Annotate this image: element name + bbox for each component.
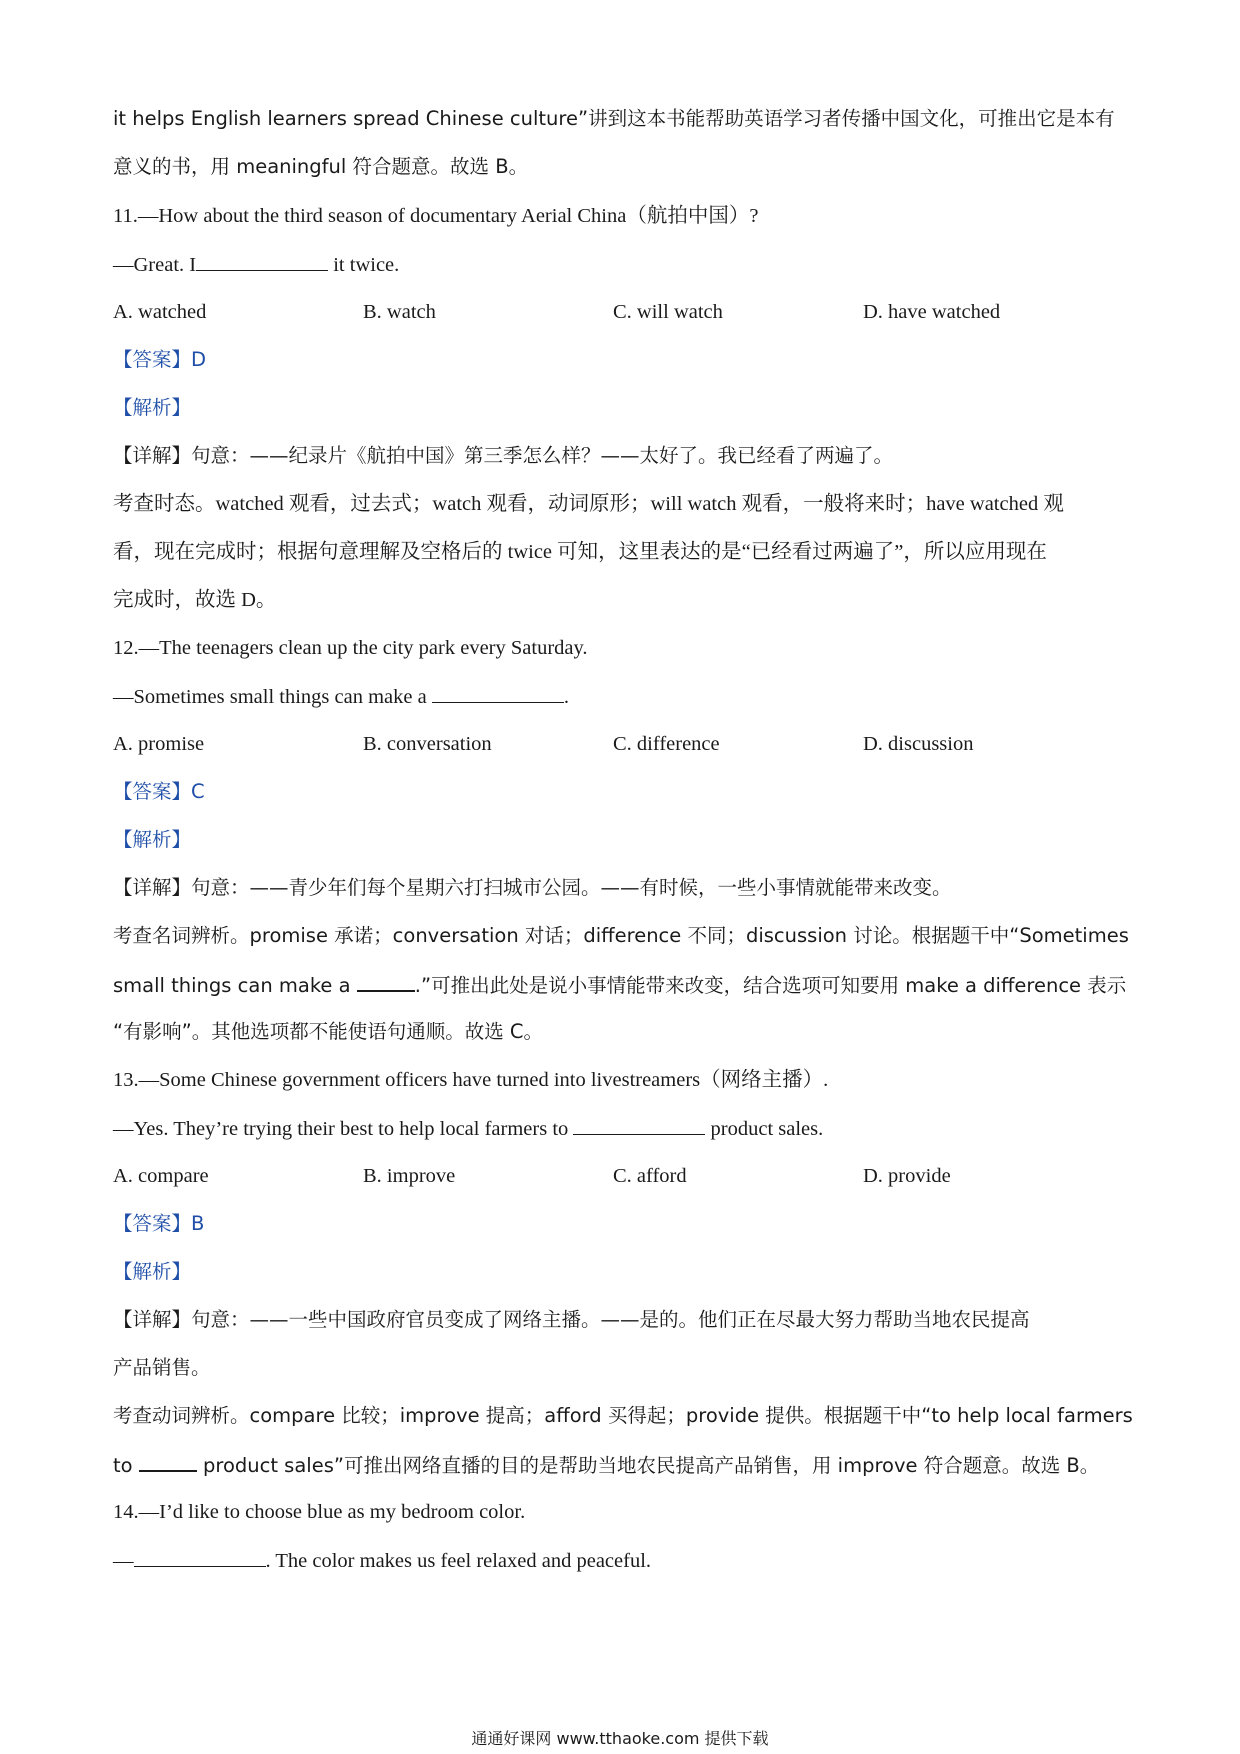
q11-option-c: C. will watch: [613, 301, 723, 323]
q11-answer: [113, 346, 1128, 374]
q12-blank: [432, 682, 564, 703]
q13-analysis: 【解析】: [113, 1260, 192, 1283]
q12-explain-blank: [357, 970, 415, 992]
q12-reply-before: —Sometimes small things can make a: [113, 686, 432, 708]
q14-reply: [113, 1546, 1128, 1575]
q11-option-b: B. watch: [363, 301, 436, 323]
q11-detail: 【详解】句意：——纪录片《航拍中国》第三季怎么样？——太好了。我已经看了两遍了。: [113, 444, 894, 467]
q11-blank: [196, 250, 328, 271]
q13-reply-before: —Yes. They’re trying their best to help local farmers to: [113, 1118, 574, 1140]
q12-option-a: A. promise: [113, 733, 205, 755]
q13-reply: [113, 1114, 1128, 1143]
q12-explain-1: 考查名词辨析。promise 承诺；conversation 对话；difference 不同；discussion 讨论。根据题干中“Sometimes: [113, 924, 1129, 947]
q11-option-a: A. watched: [113, 301, 207, 323]
q11-explain-3: 完成时，故选 D。: [113, 589, 277, 611]
q13-explain-1: 考查动词辨析。compare 比较；improve 提高；afford 买得起；provide 提供。根据题干中“to help local farmers: [113, 1404, 1133, 1427]
q13-detail-2: 产品销售。: [113, 1356, 211, 1379]
q13-reply-after: product sales.: [705, 1118, 824, 1140]
q13-blank: [573, 1114, 705, 1135]
q12-answer-text: 【答案】C: [113, 780, 205, 803]
q11-reply-after: it twice.: [328, 254, 400, 276]
q13-option-b: B. improve: [363, 1165, 456, 1187]
q11-stem: 11.—How about the third season of documentary Aerial China（航拍中国）?: [113, 205, 759, 227]
q13-options: [113, 1162, 1128, 1190]
q13-option-c: C. afford: [613, 1165, 687, 1187]
q13-explain-blank: [139, 1450, 197, 1472]
q12-answer: [113, 778, 1128, 806]
q11-answer-text: 【答案】D: [113, 348, 207, 371]
q12-option-b: B. conversation: [363, 733, 492, 755]
q14-reply-after: . The color makes us feel relaxed and peaceful.: [265, 1550, 652, 1572]
q13-stem: 13.—Some Chinese government officers have turned into livestreamers（网络主播）.: [113, 1069, 829, 1091]
q14-blank: [134, 1546, 266, 1567]
q12-explain-2: [113, 970, 1128, 1000]
q13-answer: [113, 1210, 1128, 1238]
q13-answer-text: 【答案】B: [113, 1212, 205, 1235]
q13-detail: 【详解】句意：——一些中国政府官员变成了网络主播。——是的。他们正在尽最大努力帮助当地农民提高: [113, 1308, 1030, 1331]
page-footer: 通通好课网 www.tthaoke.com 提供下载: [471, 1729, 769, 1748]
q11-reply: [113, 250, 1128, 279]
q13-option-a: A. compare: [113, 1165, 209, 1187]
q11-explain-2: 看，现在完成时；根据句意理解及空格后的 twice 可知，这里表达的是“已经看过两遍了”，所以应用现在: [113, 541, 1047, 563]
q12-options: [113, 730, 1128, 758]
q12-option-c: C. difference: [613, 733, 720, 755]
q12-reply: [113, 682, 1128, 711]
q12-explain-2-before: small things can make a: [113, 974, 357, 997]
carryover-line-1: it helps English learners spread Chinese culture”讲到这本书能帮助英语学习者传播中国文化，可推出它是本有: [113, 107, 1115, 130]
q11-explain-1: 考查时态。watched 观看，过去式；watch 观看，动词原形；will watch 观看，一般将来时；have watched 观: [113, 493, 1064, 515]
q13-explain-2: [113, 1450, 1128, 1480]
q13-explain-2-after: product sales”可推出网络直播的目的是帮助当地农民提高产品销售，用 improve 符合题意。故选 B。: [196, 1454, 1100, 1477]
q14-reply-before: —: [113, 1550, 134, 1572]
q13-explain-2-before: to: [113, 1454, 139, 1477]
q12-explain-2-after: .”可推出此处是说小事情能带来改变，结合选项可知要用 make a difference 表示: [414, 974, 1127, 997]
q13-option-d: D. provide: [863, 1165, 951, 1187]
q12-analysis: 【解析】: [113, 828, 192, 851]
carryover-line-2: 意义的书，用 meaningful 符合题意。故选 B。: [113, 155, 529, 178]
q12-reply-after: .: [563, 686, 569, 708]
q12-detail: 【详解】句意：——青少年们每个星期六打扫城市公园。——有时候，一些小事情就能带来改变。: [113, 876, 952, 899]
q12-stem: 12.—The teenagers clean up the city park every Saturday.: [113, 637, 588, 659]
q14-stem: 14.—I’d like to choose blue as my bedroom color.: [113, 1501, 526, 1523]
q11-options: [113, 298, 1128, 326]
q11-option-d: D. have watched: [863, 301, 1001, 323]
q11-analysis: 【解析】: [113, 396, 192, 419]
q11-reply-before: —Great. I: [113, 254, 197, 276]
q12-option-d: D. discussion: [863, 733, 974, 755]
q12-explain-3: “有影响”。其他选项都不能使语句通顺。故选 C。: [113, 1020, 544, 1043]
